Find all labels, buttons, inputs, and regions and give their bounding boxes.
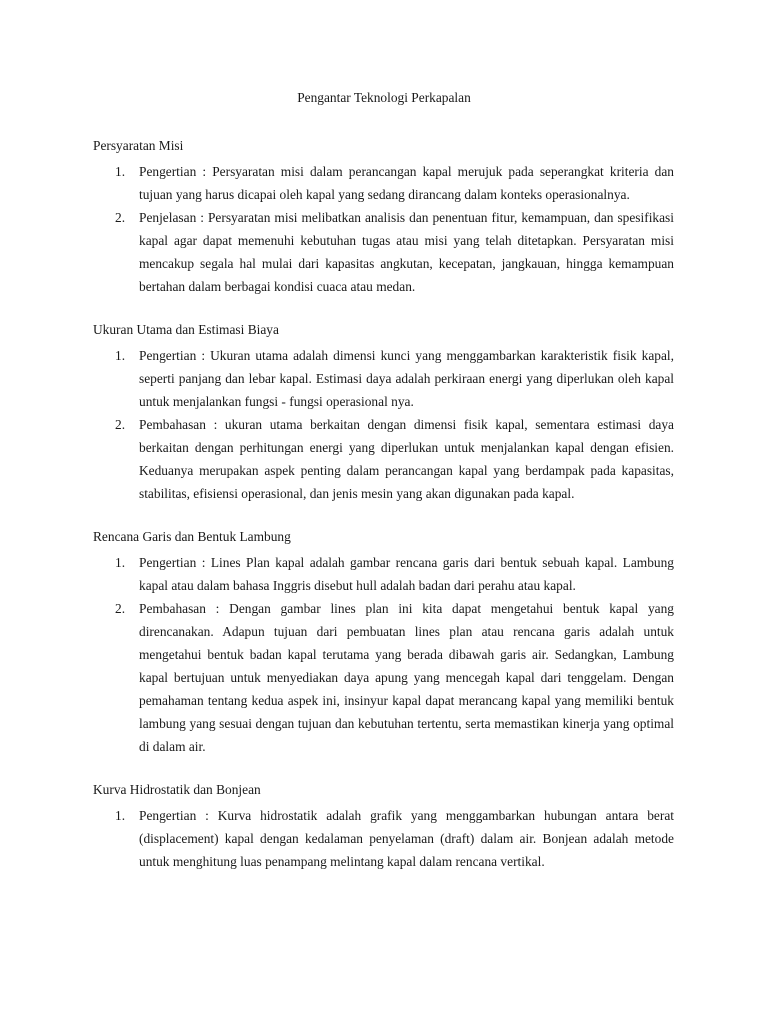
section-heading: Rencana Garis dan Bentuk Lambung xyxy=(93,529,291,544)
numbered-list xyxy=(93,551,674,758)
document-body xyxy=(93,137,674,896)
list-item xyxy=(93,344,674,413)
list-item-number: 2. xyxy=(115,417,126,432)
section-heading: Persyaratan Misi xyxy=(93,138,184,153)
list-item xyxy=(93,160,674,206)
list-item-number: 1. xyxy=(115,164,126,179)
list-item xyxy=(93,206,674,298)
numbered-list xyxy=(93,804,674,873)
list-item-text: Pembahasan : ukuran utama berkaitan dengan dimensi fisik kapal, sementara estimasi daya berkaitan dengan perhitungan energi yang diperlukan untuk menjalankan kapal dengan efisien. Keduanya merupakan aspek penting dalam perancangan kapal yang berdampak pada kapasitas, stabilitas, efisiensi operasional, dan jenis mesin yang akan digunakan pada kapal. xyxy=(139,417,674,501)
numbered-list xyxy=(93,160,674,298)
list-item-number: 1. xyxy=(115,348,126,363)
list-item xyxy=(93,804,674,873)
document-title: Pengantar Teknologi Perkapalan xyxy=(297,90,471,105)
numbered-list xyxy=(93,344,674,505)
list-item-text: Pengertian : Persyaratan misi dalam perancangan kapal merujuk pada seperangkat kriteria dan tujuan yang harus dicapai oleh kapal yang sedang dirancang dalam konteks operasionalnya. xyxy=(139,164,674,202)
list-item-number: 1. xyxy=(115,555,126,570)
list-item xyxy=(93,413,674,505)
section-heading: Kurva Hidrostatik dan Bonjean xyxy=(93,782,261,797)
document-section xyxy=(93,321,674,505)
list-item-text: Pengertian : Ukuran utama adalah dimensi kunci yang menggambarkan karakteristik fisik kapal, seperti panjang dan lebar kapal. Estimasi daya adalah perkiraan energi yang diperlukan oleh kapal untuk menjalankan fungsi - fungsi operasional nya. xyxy=(139,348,674,409)
list-item xyxy=(93,597,674,758)
list-item-text: Pembahasan : Dengan gambar lines plan ini kita dapat mengetahui bentuk kapal yang direncanakan. Adapun tujuan dari pembuatan lines plan atau rencana garis adalah untuk mengetahui bentuk badan kapal terutama yang berada dibawah garis air. Sedangkan, Lambung kapal bertujuan untuk menyediakan daya apung yang mencegah kapal dari tenggelam. Dengan pemahaman tentang kedua aspek ini, insinyur kapal dapat merancang kapal yang memiliki bentuk lambung yang sesuai dengan tujuan dan kebutuhan tertentu, serta memastikan kinerja yang optimal di dalam air. xyxy=(139,601,674,754)
list-item-number: 2. xyxy=(115,601,126,616)
document-section xyxy=(93,781,674,873)
list-item-text: Pengertian : Lines Plan kapal adalah gambar rencana garis dari bentuk sebuah kapal. Lambung kapal atau dalam bahasa Inggris disebut hull adalah badan dari perahu atau kapal. xyxy=(139,555,674,593)
document-section xyxy=(93,528,674,758)
section-heading: Ukuran Utama dan Estimasi Biaya xyxy=(93,322,279,337)
list-item-number: 1. xyxy=(115,808,126,823)
list-item-text: Penjelasan : Persyaratan misi melibatkan analisis dan penentuan fitur, kemampuan, dan spesifikasi kapal agar dapat memenuhi kebutuhan tugas atau misi yang telah ditetapkan. Persyaratan misi mencakup segala hal mulai dari kapasitas angkutan, kecepatan, jangkauan, hingga kemampuan bertahan dalam berbagai kondisi cuaca atau medan. xyxy=(139,210,674,294)
document-section xyxy=(93,137,674,298)
list-item xyxy=(93,551,674,597)
list-item-number: 2. xyxy=(115,210,126,225)
list-item-text: Pengertian : Kurva hidrostatik adalah grafik yang menggambarkan hubungan antara berat (displacement) kapal dengan kedalaman penyelaman (draft) dalam air. Bonjean adalah metode untuk menghitung luas penampang melintang kapal dalam rencana vertikal. xyxy=(139,808,674,869)
